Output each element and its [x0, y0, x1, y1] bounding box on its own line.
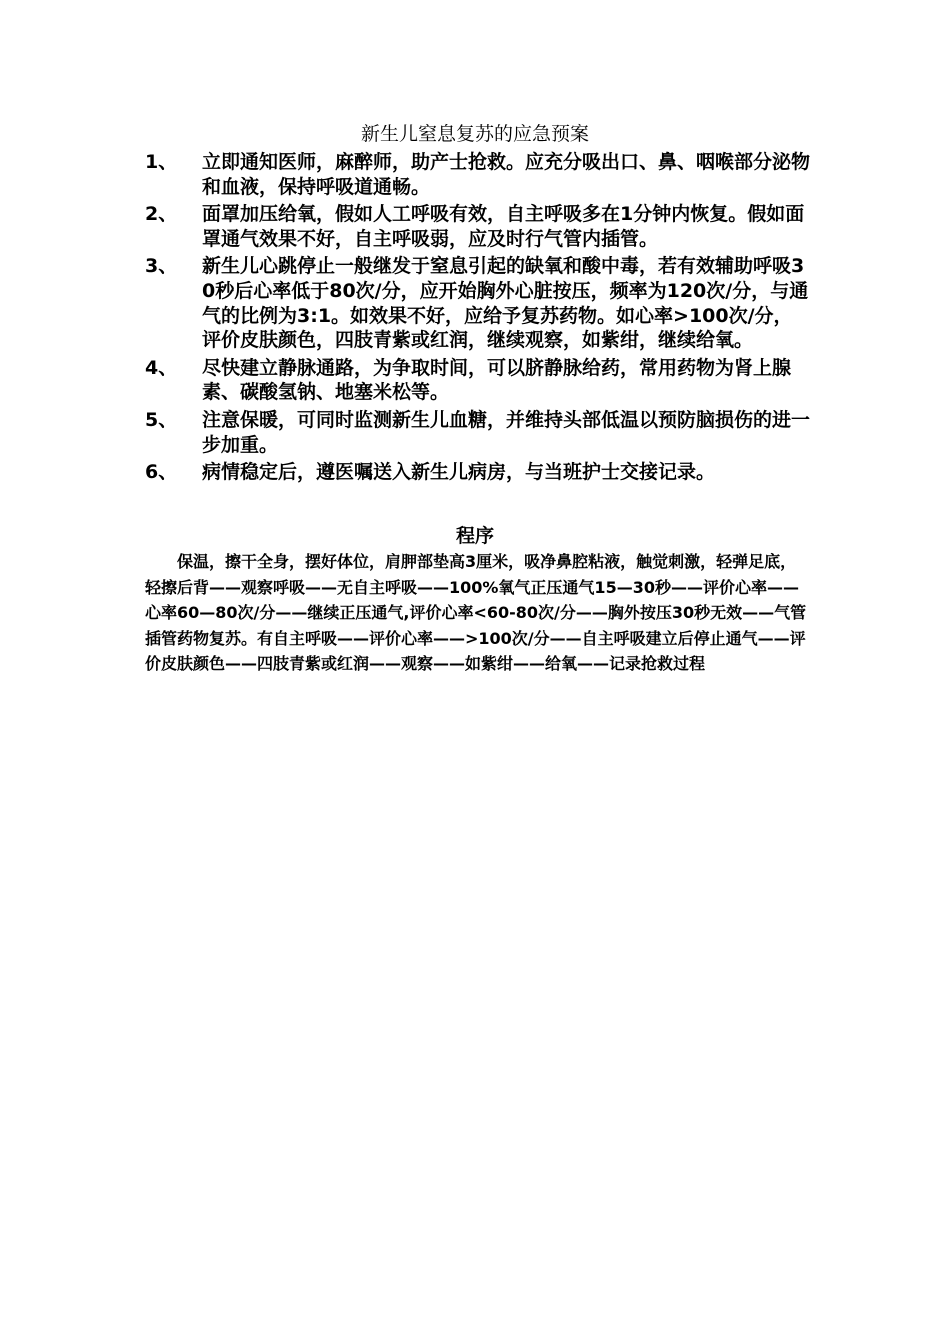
- step-item: [145, 150, 810, 199]
- step-number: 5、: [145, 408, 178, 431]
- step-item: [145, 460, 810, 485]
- step-number: 4、: [145, 356, 178, 379]
- step-number: 6、: [145, 461, 178, 484]
- step-text: 病情稳定后，遵医嘱送入新生儿病房，与当班护士交接记录。: [202, 461, 716, 484]
- step-text: 面罩加压给氧，假如人工呼吸有效，自主呼吸多在1分钟内恢复。假如面罩通气效果不好，自主呼吸弱，应及时行气管内插管。: [202, 203, 805, 250]
- emergency-steps-list: [145, 150, 810, 488]
- step-item: [145, 408, 810, 457]
- step-item: [145, 254, 810, 352]
- step-text: 注意保暖，可同时监测新生儿血糖，并维持头部低温以预防脑损伤的进一步加重。: [202, 408, 811, 456]
- step-text: 尽快建立静脉通路，为争取时间，可以脐静脉给药，常用药物为肾上腺素、碳酸氢钠、地塞米松等。: [202, 356, 792, 404]
- step-item: [145, 356, 810, 405]
- step-number: 1、: [145, 151, 178, 173]
- step-number: 2、: [145, 203, 178, 226]
- step-text: 立即通知医师，麻醉师，助产士抢救。应充分吸出口、鼻、咽喉部分泌物和血液，保持呼吸道通畅。: [202, 151, 811, 198]
- document-title: 新生儿窒息复苏的应急预案: [360, 123, 589, 145]
- step-text: 新生儿心跳停止一般继发于窒息引起的缺氧和酸中毒，若有效辅助呼吸30秒后心率低于80次/分，应开始胸外心脏按压，频率为120次/分，与通气的比例为3:1。如效果不好，应给予复苏药物。如心率>100次/分，评价皮肤颜色，四肢青紫或红润，继续观察，如紫绀，继续给氧。: [202, 255, 809, 352]
- step-item: [145, 202, 810, 251]
- procedure-paragraph: 保温，擦干全身，摆好体位，肩胛部垫高3厘米，吸净鼻腔粘液，触觉刺激，轻弹足底，轻擦后背——观察呼吸——无自主呼吸——100%氧气正压通气15—30秒——评价心率——心率60—80次/分——继续正压通气,评价心率<60-80次/分——胸外按压30秒无效——气管插管药物复苏。有自主呼吸——评价心率——>100次/分——自主呼吸建立后停止通气——评价皮肤颜色——四肢青紫或红润——观察——如紫绀——给氧——记录抢救过程: [145, 552, 807, 674]
- procedure-heading: 程序: [455, 525, 494, 547]
- step-number: 3、: [145, 255, 178, 278]
